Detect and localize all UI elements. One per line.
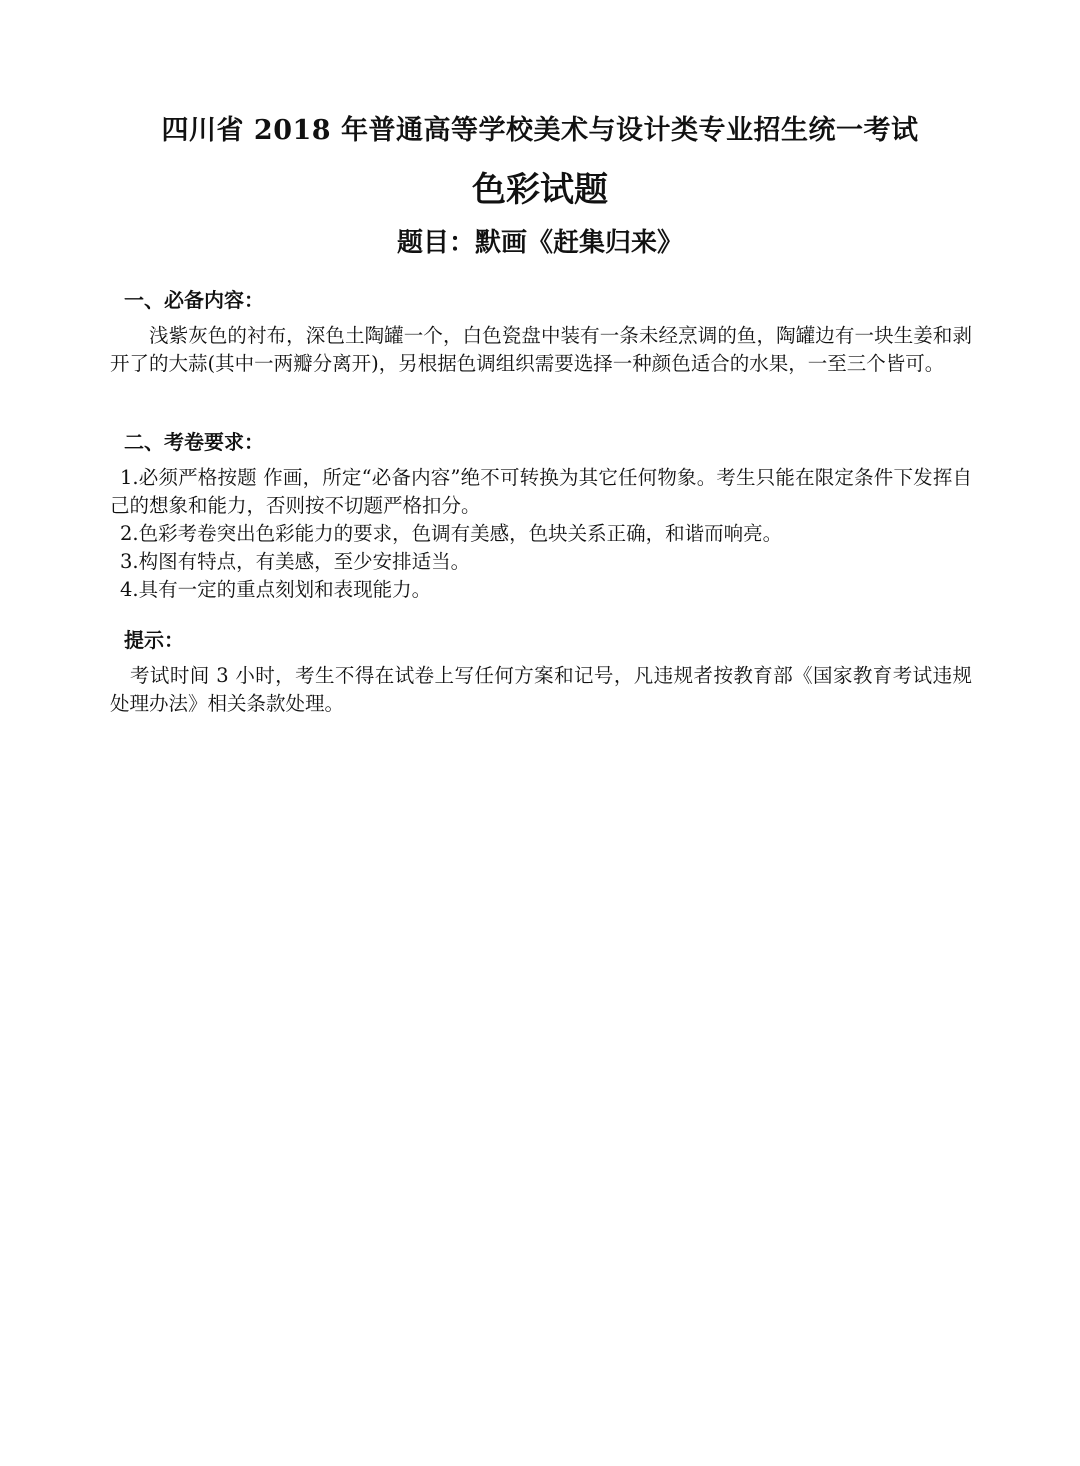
list-item: 4.具有一定的重点刻划和表现能力。 — [120, 578, 432, 601]
exam-subtitle: 色彩试题 — [472, 170, 608, 210]
list-item: 1.必须严格按题 作画，所定“必备内容”绝不可转换为其它任何物象。考生只能在限定条件下发挥自己的想象和能力，否则按不切题严格扣分。 — [110, 466, 972, 517]
requirements-list — [110, 464, 972, 604]
required-content-text: 浅紫灰色的衬布，深色土陶罐一个，白色瓷盘中装有一条未经烹调的鱼，陶罐边有一块生姜和剥开了的大蒜(其中一两瓣分离开)，另根据色调组织需要选择一种颜色适合的水果，一至三个皆可。 — [110, 324, 972, 375]
list-item: 3.构图有特点，有美感，至少安排适当。 — [120, 550, 471, 573]
section-heading-required: 一、必备内容： — [124, 288, 264, 312]
exam-title: 四川省 2018 年普通高等学校美术与设计类专业招生统一考试 — [161, 115, 919, 146]
exam-topic: 题目：默画《赶集归来》 — [396, 228, 683, 258]
section-heading-requirements: 二、考卷要求： — [124, 430, 264, 454]
tips-text: 考试时间 3 小时，考生不得在试卷上写任何方案和记号，凡违规者按教育部《国家教育考试违规处理办法》相关条款处理。 — [110, 664, 972, 715]
section-heading-tips: 提示： — [124, 628, 184, 652]
list-item: 2.色彩考卷突出色彩能力的要求，色调有美感，色块关系正确，和谐而响亮。 — [120, 522, 783, 545]
